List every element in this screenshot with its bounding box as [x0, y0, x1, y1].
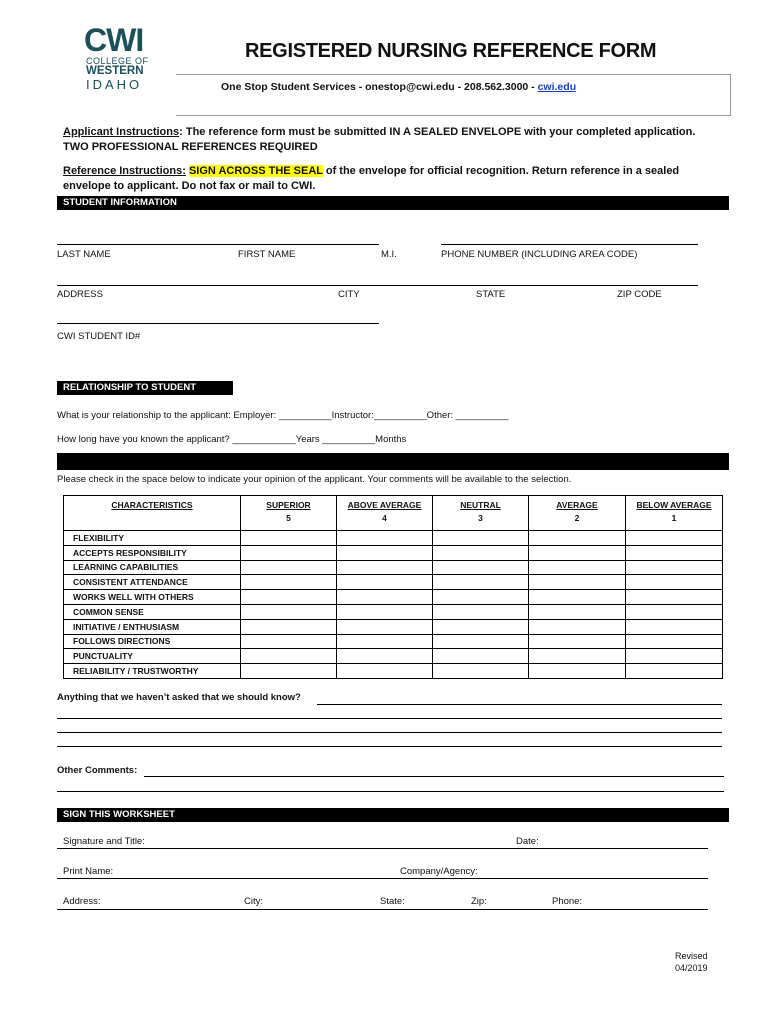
column-score: 4 [382, 513, 387, 523]
anything-else-line-1[interactable] [317, 704, 722, 705]
state-label: STATE [476, 289, 506, 300]
rating-cell[interactable] [337, 560, 433, 575]
rating-cell[interactable] [433, 664, 529, 679]
applicant-instructions-text: : The reference form must be submitted IN A SEALED ENVELOPE with your completed application. [179, 126, 696, 138]
rating-cell[interactable] [241, 619, 337, 634]
student-id-label: CWI STUDENT ID# [57, 331, 141, 342]
column-header [529, 496, 626, 531]
anything-else-label: Anything that we haven’t asked that we should know? [57, 692, 301, 703]
table-row [64, 619, 723, 634]
rating-cell[interactable] [433, 634, 529, 649]
rating-cell[interactable] [529, 649, 626, 664]
anything-else-line-4[interactable] [57, 746, 722, 747]
relationship-question [57, 410, 509, 421]
rating-cell[interactable] [241, 634, 337, 649]
logo-line-idaho: IDAHO [86, 77, 143, 92]
rating-cell[interactable] [241, 649, 337, 664]
rating-cell[interactable] [626, 590, 723, 605]
rating-cell[interactable] [529, 619, 626, 634]
rating-cell[interactable] [337, 590, 433, 605]
page-title: REGISTERED NURSING REFERENCE FORM [245, 40, 657, 62]
contact-text: One Stop Student Services - onestop@cwi.edu - 208.562.3000 - [221, 81, 538, 93]
column-header-label: AVERAGE [556, 500, 598, 510]
sign-header: SIGN THIS WORKSHEET [57, 808, 729, 822]
revised-note [675, 950, 708, 974]
rating-cell[interactable] [337, 604, 433, 619]
applicant-instructions-label: Applicant Instructions [63, 126, 180, 138]
column-header [64, 496, 241, 531]
revised-date: 04/2019 [675, 963, 708, 973]
anything-else-line-2[interactable] [57, 718, 722, 719]
signature-label: Signature and Title: [63, 836, 145, 847]
date-label: Date: [516, 836, 539, 847]
print-name-label: Print Name: [63, 866, 114, 877]
characteristic-label: INITIATIVE / ENTHUSIASM [64, 619, 241, 634]
rating-cell[interactable] [626, 664, 723, 679]
sign-seal-highlight: SIGN ACROSS THE SEAL [188, 165, 323, 177]
sign-address-label: Address: [63, 896, 101, 907]
company-label: Company/Agency: [400, 866, 478, 877]
rating-cell[interactable] [337, 634, 433, 649]
reference-instructions-text: of the envelope for official recognition. Return reference in a sealed [322, 165, 680, 177]
table-row [64, 634, 723, 649]
column-header [337, 496, 433, 531]
phone-line[interactable] [441, 244, 698, 245]
characteristic-label: FLEXIBILITY [64, 531, 241, 546]
opinion-instruction: Please check in the space below to indicate your opinion of the applicant. Your comments will be available to the selection. [57, 474, 572, 485]
rating-cell[interactable] [241, 604, 337, 619]
rating-cell[interactable] [241, 664, 337, 679]
characteristic-label: FOLLOWS DIRECTIONS [64, 634, 241, 649]
sign-city-label: City: [244, 896, 263, 907]
characteristic-label: LEARNING CAPABILITIES [64, 560, 241, 575]
rating-cell[interactable] [337, 575, 433, 590]
rating-cell[interactable] [626, 545, 723, 560]
characteristic-label: CONSISTENT ATTENDANCE [64, 575, 241, 590]
rating-cell[interactable] [337, 649, 433, 664]
table-row [64, 531, 723, 546]
other-blank[interactable]: __________ [455, 410, 509, 421]
column-score: 2 [574, 513, 580, 523]
sign-state-label: State: [380, 896, 405, 907]
sign-address-line[interactable] [57, 909, 708, 910]
rating-cell[interactable] [433, 619, 529, 634]
contact-line [221, 81, 576, 93]
table-row [64, 560, 723, 575]
anything-else-line-3[interactable] [57, 732, 722, 733]
rating-cell[interactable] [337, 531, 433, 546]
zip-label: ZIP CODE [617, 289, 662, 300]
opinion-bar [57, 453, 729, 470]
rating-cell[interactable] [241, 531, 337, 546]
rating-cell[interactable] [529, 545, 626, 560]
rating-cell[interactable] [529, 664, 626, 679]
ratings-table [63, 495, 723, 679]
student-id-line[interactable] [57, 323, 379, 324]
rating-cell[interactable] [433, 531, 529, 546]
rating-cell[interactable] [433, 604, 529, 619]
reference-instructions [63, 164, 679, 194]
characteristic-label: PUNCTUALITY [64, 649, 241, 664]
logo-line-college: COLLEGE OF [86, 56, 149, 66]
rating-cell[interactable] [337, 664, 433, 679]
column-score: 3 [478, 513, 483, 523]
characteristic-label: COMMON SENSE [64, 604, 241, 619]
rating-cell[interactable] [433, 575, 529, 590]
rating-cell[interactable] [529, 575, 626, 590]
rating-cell[interactable] [241, 545, 337, 560]
column-header-label: NEUTRAL [460, 500, 501, 510]
rating-cell[interactable] [337, 545, 433, 560]
rating-cell[interactable] [241, 590, 337, 605]
table-row [64, 545, 723, 560]
rating-cell[interactable] [626, 634, 723, 649]
other-comments-line-1[interactable] [144, 776, 724, 777]
rating-cell[interactable] [433, 590, 529, 605]
column-header-label: CHARACTERISTICS [111, 500, 193, 510]
revised-label: Revised [675, 951, 708, 961]
table-row [64, 604, 723, 619]
rating-cell[interactable] [337, 619, 433, 634]
other-comments-line-2[interactable] [57, 791, 724, 792]
rating-cell[interactable] [529, 531, 626, 546]
name-line[interactable] [57, 244, 379, 245]
table-row [64, 664, 723, 679]
applicant-instructions [63, 125, 695, 155]
first-name-label: FIRST NAME [238, 249, 296, 260]
column-header [626, 496, 723, 531]
reference-instructions-line2: envelope to applicant. Do not fax or mail to CWI. [63, 180, 316, 192]
rating-cell[interactable] [529, 634, 626, 649]
city-label: CITY [338, 289, 360, 300]
cwi-logo [84, 22, 143, 59]
phone-label: PHONE NUMBER (INCLUDING AREA CODE) [441, 249, 638, 260]
logo-line-western: WESTERN [86, 65, 144, 77]
rating-cell[interactable] [241, 560, 337, 575]
characteristic-label: RELIABILITY / TRUSTWORTHY [64, 664, 241, 679]
sign-phone-label: Phone: [552, 896, 583, 907]
last-name-label: LAST NAME [57, 249, 111, 260]
student-info-header: STUDENT INFORMATION [57, 196, 729, 210]
rating-cell[interactable] [626, 604, 723, 619]
characteristic-label: WORKS WELL WITH OTHERS [64, 590, 241, 605]
column-score: 5 [286, 513, 291, 523]
sign-zip-label: Zip: [471, 896, 487, 907]
other-comments-label: Other Comments: [57, 765, 138, 776]
rating-cell[interactable] [626, 619, 723, 634]
duration-question: How long have you known the applicant? ____________Years __________Months [57, 434, 407, 445]
column-score: 1 [671, 513, 677, 523]
cwi-logo-text: CWI [84, 22, 144, 58]
reference-instructions-label: Reference Instructions: [63, 165, 186, 177]
relationship-question-text: What is your relationship to the applicant: Employer: __________Instructor:__________Other: [57, 410, 456, 421]
applicant-instructions-line2: TWO PROFESSIONAL REFERENCES REQUIRED [63, 141, 318, 153]
relationship-header: RELATIONSHIP TO STUDENT [57, 381, 233, 395]
table-row [64, 590, 723, 605]
mi-label: M.I. [381, 249, 397, 260]
ratings-header-row [64, 496, 723, 531]
rating-cell[interactable] [626, 575, 723, 590]
rating-cell[interactable] [433, 545, 529, 560]
column-header [241, 496, 337, 531]
address-line[interactable] [57, 285, 698, 286]
rating-cell[interactable] [529, 604, 626, 619]
address-label: ADDRESS [57, 289, 103, 300]
print-name-line[interactable] [57, 878, 708, 879]
table-row [64, 649, 723, 664]
table-row [64, 575, 723, 590]
column-header-label: ABOVE AVERAGE [347, 500, 422, 510]
rating-cell[interactable] [241, 575, 337, 590]
signature-line[interactable] [57, 848, 708, 849]
column-header [433, 496, 529, 531]
rating-cell[interactable] [529, 590, 626, 605]
rating-cell[interactable] [433, 649, 529, 664]
rating-cell[interactable] [529, 560, 626, 575]
rating-cell[interactable] [626, 649, 723, 664]
rating-cell[interactable] [433, 560, 529, 575]
rating-cell[interactable] [626, 531, 723, 546]
rating-cell[interactable] [626, 560, 723, 575]
cwi-link[interactable]: cwi.edu [537, 81, 577, 93]
characteristic-label: ACCEPTS RESPONSIBILITY [64, 545, 241, 560]
column-header-label: SUPERIOR [266, 500, 311, 510]
column-header-label: BELOW AVERAGE [636, 500, 712, 510]
